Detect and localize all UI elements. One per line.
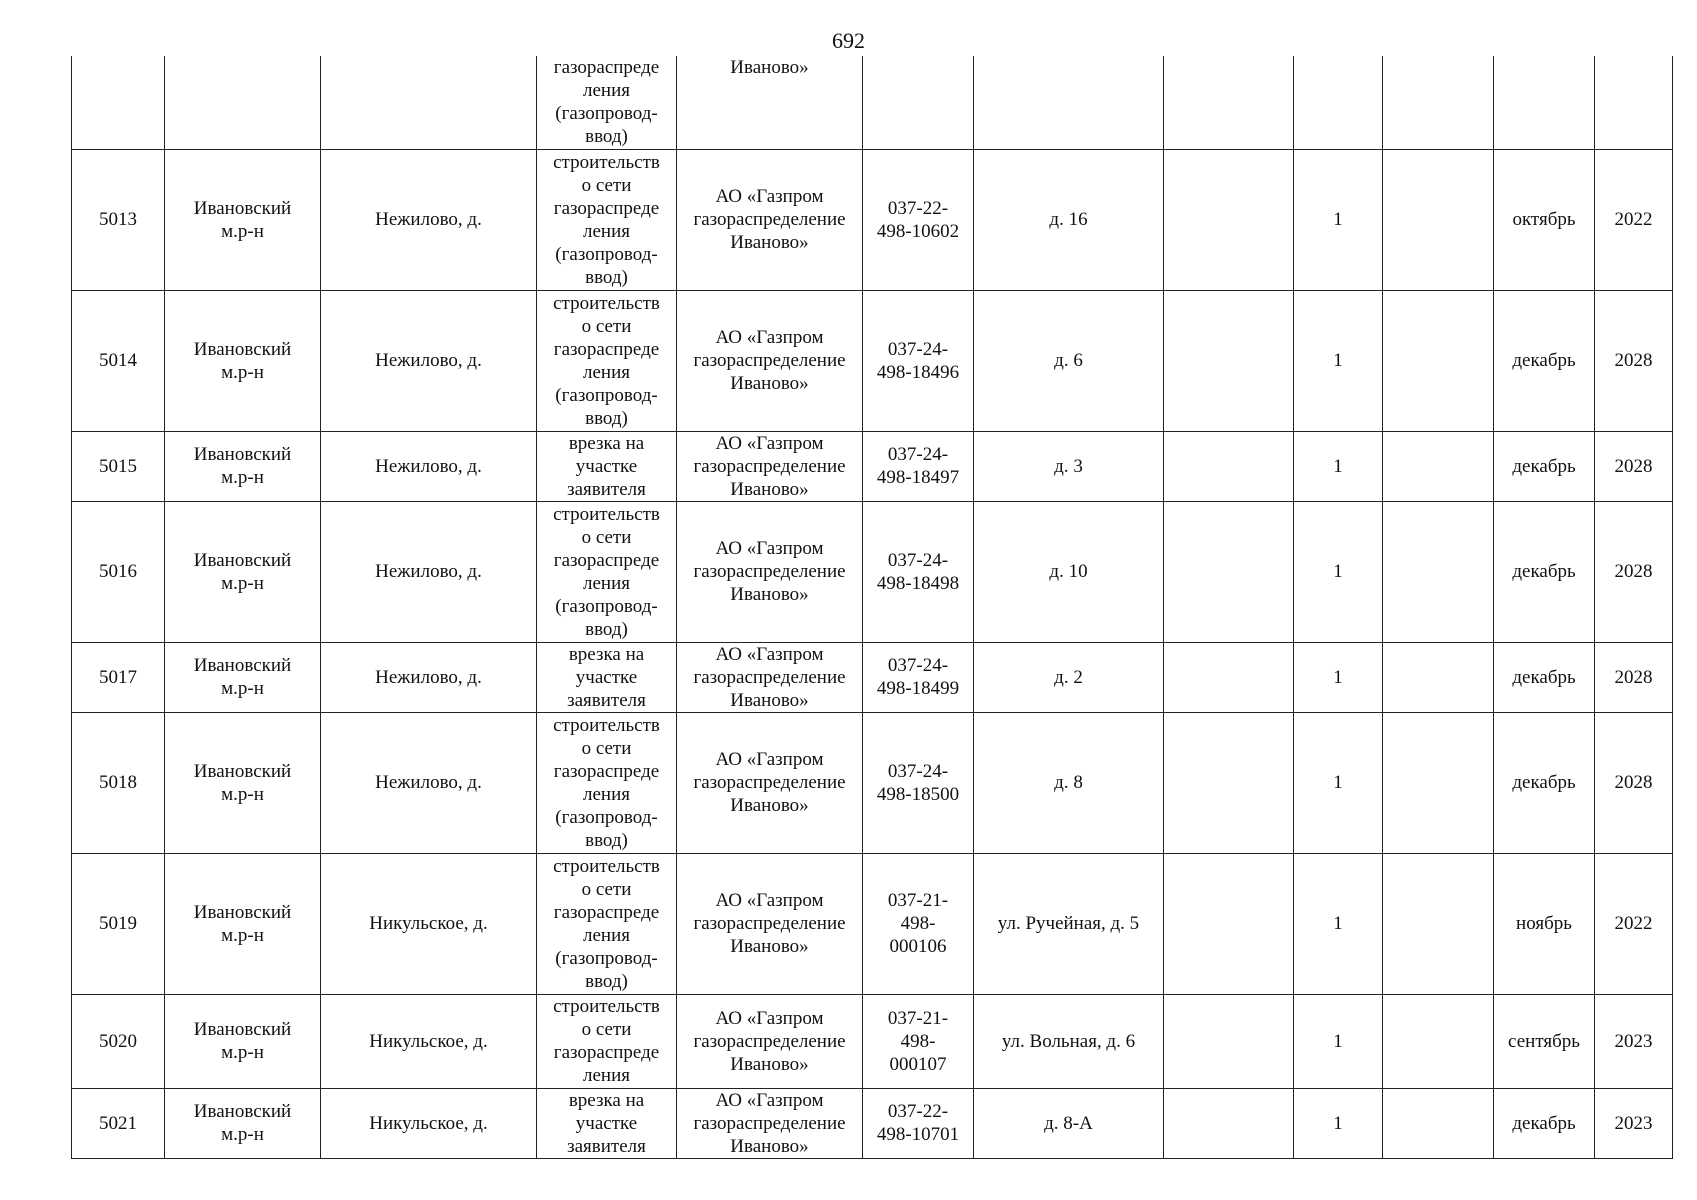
cell-organization: АО «Газпром газораспределение Иваново» bbox=[677, 290, 863, 431]
cell-locality: Нежилово, д. bbox=[321, 642, 537, 712]
table-row bbox=[72, 290, 1673, 431]
cell-locality: Нежилово, д. bbox=[321, 712, 537, 853]
cell-address: д. 16 bbox=[974, 149, 1164, 290]
cell-month: декабрь bbox=[1494, 712, 1595, 853]
cell-locality bbox=[321, 56, 537, 149]
cell-code: 037-22- 498-10701 bbox=[863, 1088, 974, 1158]
cell-number: 5017 bbox=[72, 642, 165, 712]
cell-address: ул. Вольная, д. 6 bbox=[974, 994, 1164, 1088]
cell-number: 5014 bbox=[72, 290, 165, 431]
cell-quantity: 1 bbox=[1294, 712, 1383, 853]
table-row bbox=[72, 853, 1673, 994]
cell-col8 bbox=[1164, 501, 1294, 642]
cell-number: 5020 bbox=[72, 994, 165, 1088]
cell-quantity: 1 bbox=[1294, 1088, 1383, 1158]
cell-year: 2028 bbox=[1595, 501, 1673, 642]
cell-col8 bbox=[1164, 853, 1294, 994]
cell-col10 bbox=[1383, 642, 1494, 712]
cell-work-type: врезка на участке заявителя bbox=[537, 1088, 677, 1158]
cell-col10 bbox=[1383, 149, 1494, 290]
cell-month: декабрь bbox=[1494, 1088, 1595, 1158]
cell-quantity: 1 bbox=[1294, 994, 1383, 1088]
cell-quantity: 1 bbox=[1294, 431, 1383, 501]
cell-locality: Никульское, д. bbox=[321, 853, 537, 994]
cell-district: Ивановский м.р-н bbox=[165, 712, 321, 853]
cell-district: Ивановский м.р-н bbox=[165, 501, 321, 642]
cell-col8 bbox=[1164, 712, 1294, 853]
table-row bbox=[72, 994, 1673, 1088]
cell-locality: Нежилово, д. bbox=[321, 431, 537, 501]
cell-col8 bbox=[1164, 642, 1294, 712]
cell-work-type: газораспреде ления (газопровод- ввод) bbox=[537, 56, 677, 149]
cell-col8 bbox=[1164, 149, 1294, 290]
cell-address: д. 3 bbox=[974, 431, 1164, 501]
cell-organization: АО «Газпром газораспределение Иваново» bbox=[677, 642, 863, 712]
cell-quantity: 1 bbox=[1294, 501, 1383, 642]
cell-number bbox=[72, 56, 165, 149]
cell-work-type: строительств о сети газораспреде ления (газопровод- ввод) bbox=[537, 501, 677, 642]
cell-district: Ивановский м.р-н bbox=[165, 149, 321, 290]
cell-organization: АО «Газпром газораспределение Иваново» bbox=[677, 1088, 863, 1158]
cell-col8 bbox=[1164, 431, 1294, 501]
cell-code: 037-24- 498-18499 bbox=[863, 642, 974, 712]
cell-col10 bbox=[1383, 853, 1494, 994]
cell-address: д. 8-А bbox=[974, 1088, 1164, 1158]
cell-work-type: строительств о сети газораспреде ления (газопровод- ввод) bbox=[537, 149, 677, 290]
cell-organization: АО «Газпром газораспределение Иваново» bbox=[677, 431, 863, 501]
table-row bbox=[72, 712, 1673, 853]
cell-locality: Нежилово, д. bbox=[321, 290, 537, 431]
cell-locality: Никульское, д. bbox=[321, 1088, 537, 1158]
cell-col10 bbox=[1383, 290, 1494, 431]
cell-col10 bbox=[1383, 712, 1494, 853]
cell-work-type: строительств о сети газораспреде ления (газопровод- ввод) bbox=[537, 712, 677, 853]
cell-district: Ивановский м.р-н bbox=[165, 994, 321, 1088]
cell-year: 2022 bbox=[1595, 149, 1673, 290]
cell-work-type: врезка на участке заявителя bbox=[537, 642, 677, 712]
cell-code: 037-24- 498-18500 bbox=[863, 712, 974, 853]
cell-col10 bbox=[1383, 501, 1494, 642]
cell-locality: Никульское, д. bbox=[321, 994, 537, 1088]
cell-quantity: 1 bbox=[1294, 853, 1383, 994]
cell-district: Ивановский м.р-н bbox=[165, 431, 321, 501]
cell-col10 bbox=[1383, 994, 1494, 1088]
cell-address: д. 2 bbox=[974, 642, 1164, 712]
table-row bbox=[72, 642, 1673, 712]
cell-year: 2028 bbox=[1595, 431, 1673, 501]
cell-code bbox=[863, 56, 974, 149]
cell-code: 037-24- 498-18497 bbox=[863, 431, 974, 501]
cell-col8 bbox=[1164, 1088, 1294, 1158]
cell-district: Ивановский м.р-н bbox=[165, 290, 321, 431]
cell-col10 bbox=[1383, 56, 1494, 149]
cell-work-type: строительств о сети газораспреде ления bbox=[537, 994, 677, 1088]
cell-organization: АО «Газпром газораспределение Иваново» bbox=[677, 853, 863, 994]
table-row bbox=[72, 1088, 1673, 1158]
table-row bbox=[72, 149, 1673, 290]
cell-district: Ивановский м.р-н bbox=[165, 642, 321, 712]
cell-month: декабрь bbox=[1494, 501, 1595, 642]
cell-organization: АО «Газпром газораспределение Иваново» bbox=[677, 501, 863, 642]
cell-address: д. 10 bbox=[974, 501, 1164, 642]
cell-col8 bbox=[1164, 56, 1294, 149]
cell-month bbox=[1494, 56, 1595, 149]
cell-quantity bbox=[1294, 56, 1383, 149]
cell-col10 bbox=[1383, 431, 1494, 501]
cell-month: ноябрь bbox=[1494, 853, 1595, 994]
cell-year: 2023 bbox=[1595, 994, 1673, 1088]
cell-organization: АО «Газпром газораспределение Иваново» bbox=[677, 149, 863, 290]
cell-district: Ивановский м.р-н bbox=[165, 853, 321, 994]
cell-col10 bbox=[1383, 1088, 1494, 1158]
cell-month: сентябрь bbox=[1494, 994, 1595, 1088]
cell-month: декабрь bbox=[1494, 290, 1595, 431]
cell-number: 5021 bbox=[72, 1088, 165, 1158]
cell-district bbox=[165, 56, 321, 149]
cell-work-type: строительств о сети газораспреде ления (газопровод- ввод) bbox=[537, 853, 677, 994]
cell-month: октябрь bbox=[1494, 149, 1595, 290]
table-row bbox=[72, 501, 1673, 642]
cell-address: д. 6 bbox=[974, 290, 1164, 431]
cell-address: ул. Ручейная, д. 5 bbox=[974, 853, 1164, 994]
cell-month: декабрь bbox=[1494, 642, 1595, 712]
cell-code: 037-24- 498-18498 bbox=[863, 501, 974, 642]
cell-col8 bbox=[1164, 994, 1294, 1088]
cell-locality: Нежилово, д. bbox=[321, 501, 537, 642]
cell-number: 5018 bbox=[72, 712, 165, 853]
cell-year bbox=[1595, 56, 1673, 149]
cell-month: декабрь bbox=[1494, 431, 1595, 501]
table-row bbox=[72, 431, 1673, 501]
cell-year: 2028 bbox=[1595, 642, 1673, 712]
cell-organization: АО «Газпром газораспределение Иваново» bbox=[677, 994, 863, 1088]
cell-address: д. 8 bbox=[974, 712, 1164, 853]
cell-col8 bbox=[1164, 290, 1294, 431]
cell-address bbox=[974, 56, 1164, 149]
cell-work-type: строительств о сети газораспреде ления (газопровод- ввод) bbox=[537, 290, 677, 431]
cell-number: 5013 bbox=[72, 149, 165, 290]
cell-organization: Иваново» bbox=[677, 56, 863, 149]
cell-number: 5019 bbox=[72, 853, 165, 994]
continuation-row bbox=[72, 56, 1673, 149]
cell-quantity: 1 bbox=[1294, 642, 1383, 712]
cell-quantity: 1 bbox=[1294, 149, 1383, 290]
cell-number: 5016 bbox=[72, 501, 165, 642]
cell-work-type: врезка на участке заявителя bbox=[537, 431, 677, 501]
cell-locality: Нежилово, д. bbox=[321, 149, 537, 290]
cell-code: 037-22- 498-10602 bbox=[863, 149, 974, 290]
cell-code: 037-21- 498- 000106 bbox=[863, 853, 974, 994]
page-number: 692 bbox=[832, 28, 865, 53]
cell-year: 2028 bbox=[1595, 290, 1673, 431]
cell-district: Ивановский м.р-н bbox=[165, 1088, 321, 1158]
cell-code: 037-24- 498-18496 bbox=[863, 290, 974, 431]
cell-year: 2022 bbox=[1595, 853, 1673, 994]
cell-quantity: 1 bbox=[1294, 290, 1383, 431]
cell-year: 2028 bbox=[1595, 712, 1673, 853]
cell-number: 5015 bbox=[72, 431, 165, 501]
cell-year: 2023 bbox=[1595, 1088, 1673, 1158]
cell-organization: АО «Газпром газораспределение Иваново» bbox=[677, 712, 863, 853]
gas-connection-table bbox=[71, 56, 1673, 1159]
cell-code: 037-21- 498- 000107 bbox=[863, 994, 974, 1088]
